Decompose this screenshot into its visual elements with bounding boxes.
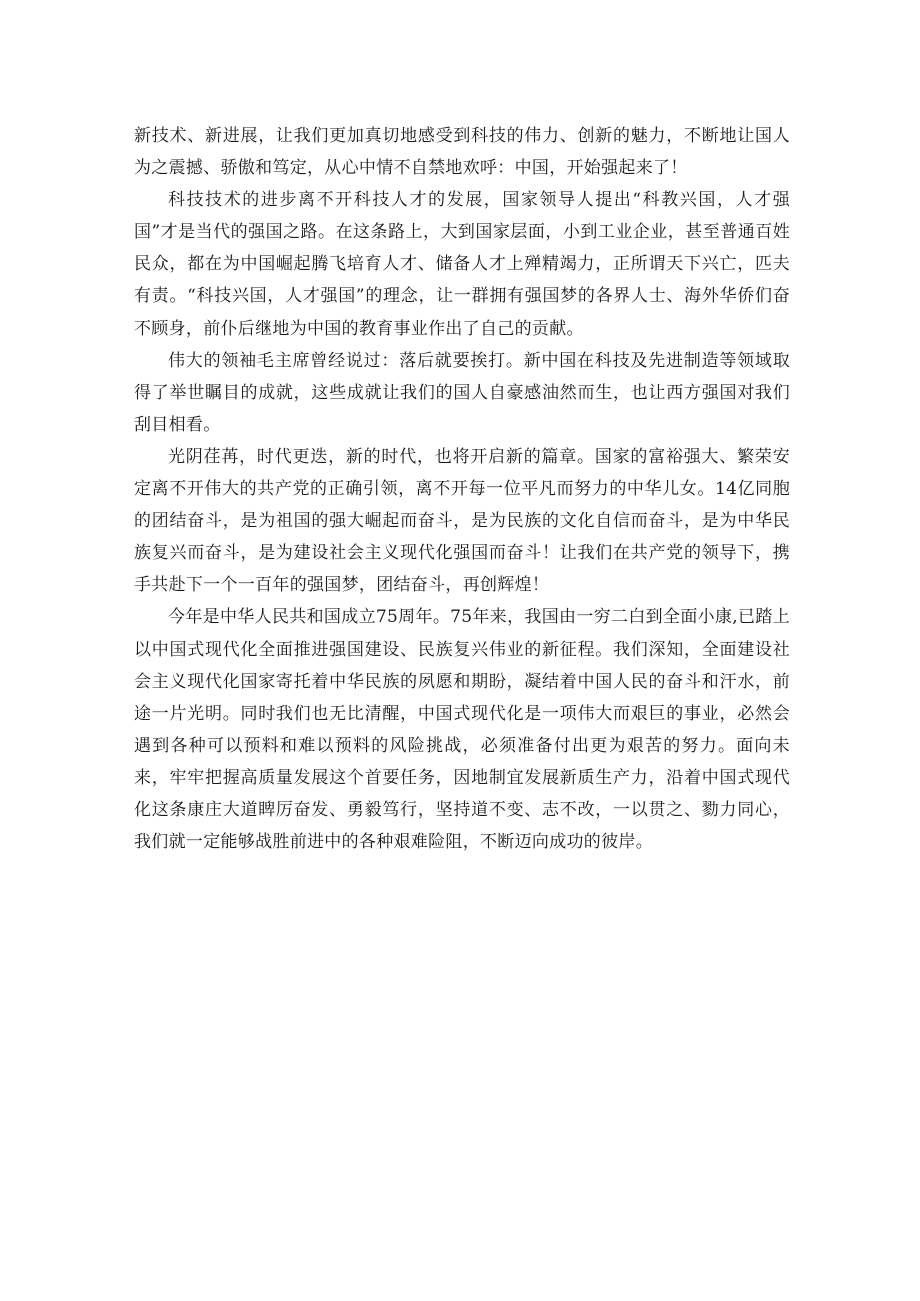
paragraph: 今年是中华人民共和国成立75周年。75年来，我国由一穷二白到全面小康,已踏上以中国式现代化全面推进强国建设、民族复兴伟业的新征程。我们深知，全面建设社会主义现代化国家寄托着中华民族的夙愿和期盼，凝结着中国人民的奋斗和汗水，前途一片光明。同时我们也无比清醒，中国式现代化是一项伟大而艰巨的事业，必然会遇到各种可以预料和难以预料的风险挑战，必须准备付出更为艰苦的努力。面向未来，牢牢把握高质量发展这个首要任务，因地制宜发展新质生产力，沿着中国式现代化这条康庄大道睥厉奋发、勇毅笃行，坚持道不变、志不改，一以贯之、勠力同心，我们就一定能够战胜前进中的各种艰难险阻，不断迈向成功的彼岸。 xyxy=(134,607,790,853)
document-body xyxy=(134,120,790,858)
paragraph: 伟大的领袖毛主席曾经说过：落后就要挨打。新中国在科技及先进制造等领域取得了举世瞩目的成就，这些成就让我们的国人自豪感油然而生，也让西方强国对我们刮目相看。 xyxy=(134,350,790,435)
paragraph: 科技技术的进步离不开科技人才的发展，国家领导人提出“科教兴国，人才强国”才是当代的强国之路。在这条路上，大到国家层面，小到工业企业，甚至普通百姓民众，都在为中国崛起腾飞培育人才、储备人才上殚精竭力，正所谓天下兴亡，匹夫有责。“科技兴国，人才强国”的理念，让一群拥有强国梦的各界人士、海外华侨们奋不顾身，前仆后继地为中国的教育事业作出了自己的贡献。 xyxy=(134,190,790,339)
paragraph: 光阴荏苒，时代更迭，新的时代，也将开启新的篇章。国家的富裕强大、繁荣安定离不开伟大的共产党的正确引领，离不开每一位平凡而努力的中华儿女。14亿同胞的团结奋斗，是为祖国的强大崛起而奋斗，是为民族的文化自信而奋斗，是为中华民族复兴而奋斗，是为建设社会主义现代化强国而奋斗！让我们在共产党的领导下，携手共赴下一个一百年的强国梦，团结奋斗，再创辉煌！ xyxy=(134,446,790,596)
paragraph: 新技术、新进展，让我们更加真切地感受到科技的伟力、创新的魅力，不断地让国人为之震撼、骄傲和笃定，从心中情不自禁地欢呼：中国，开始强起来了！ xyxy=(134,126,790,179)
